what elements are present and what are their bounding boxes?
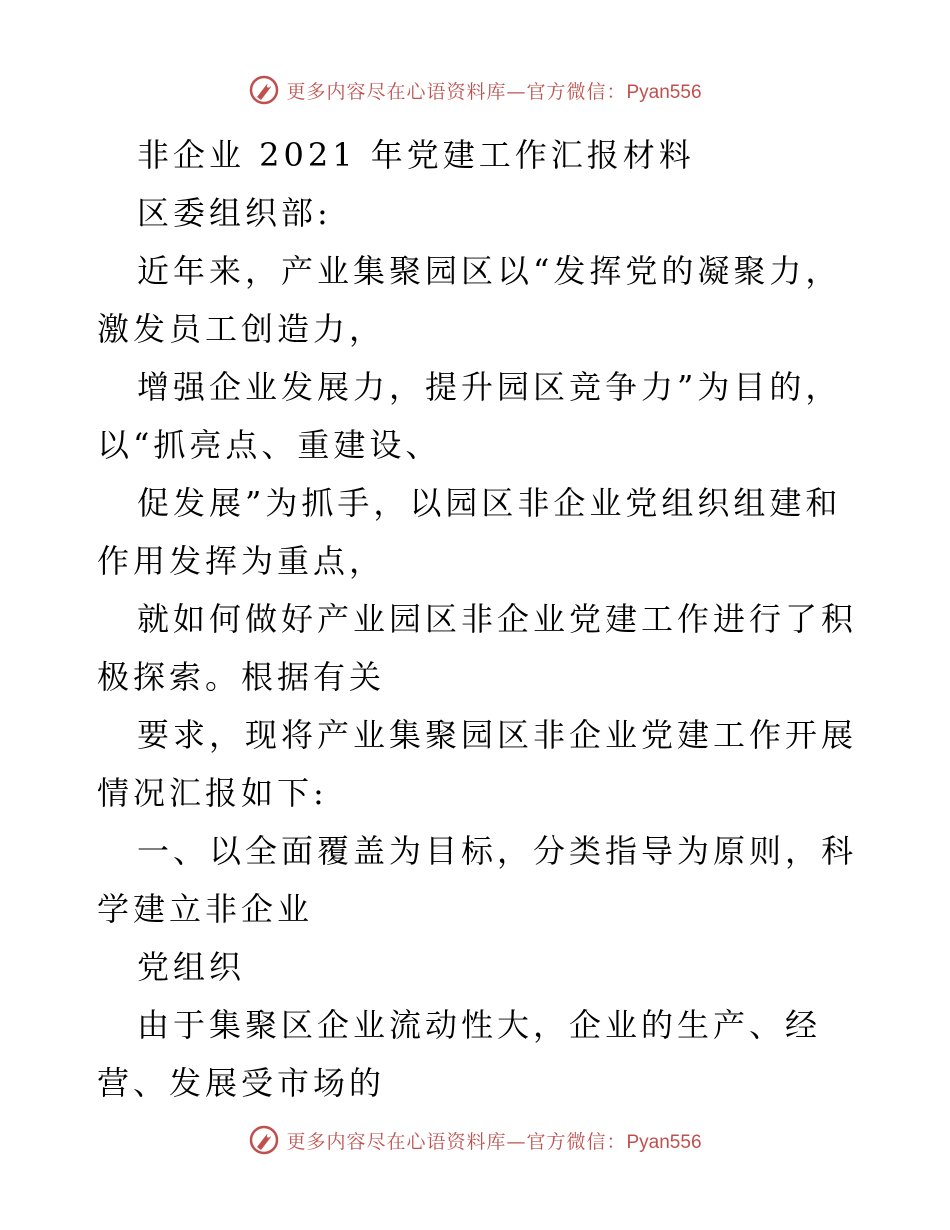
watermark-text: 更多内容尽在心语资料库—官方微信：Pyan556: [286, 80, 702, 103]
pen-nib-circle-icon: [248, 1124, 280, 1156]
watermark-banner-top: [0, 70, 950, 110]
paragraph: 促发展”为抓手，以园区非企业党组织组建和作用发挥为重点，: [97, 484, 842, 580]
paragraph: 由于集聚区企业流动性大，企业的生产、经营、发展受市场的: [97, 1006, 822, 1102]
watermark-text: 更多内容尽在心语资料库—官方微信：Pyan556: [286, 1130, 702, 1153]
paragraph: 以“抓亮点、重建设、: [97, 426, 442, 464]
section-heading: 一、以全面覆盖为目标，分类指导为原则，科学建立非企业: [97, 832, 858, 928]
paragraph: 近年来，产业集聚园区以“发挥党的凝聚力，激发员工创造力，: [97, 252, 842, 348]
document-body: [97, 126, 857, 1112]
paragraph: 就如何做好产业园区非企业党建工作进行了积极探索。根据有关: [97, 600, 858, 696]
document-title: 非企业 2021 年党建工作汇报材料: [137, 136, 695, 174]
watermark-banner-bottom: [0, 1120, 950, 1160]
pen-nib-circle-icon: [248, 74, 280, 106]
section-heading-continued: 党组织: [137, 948, 246, 986]
paragraph: 增强企业发展力，提升园区竞争力”为目的，: [137, 368, 842, 406]
document-salutation: 区委组织部:: [137, 194, 332, 232]
paragraph: 要求，现将产业集聚园区非企业党建工作开展情况汇报如下:: [97, 716, 858, 812]
